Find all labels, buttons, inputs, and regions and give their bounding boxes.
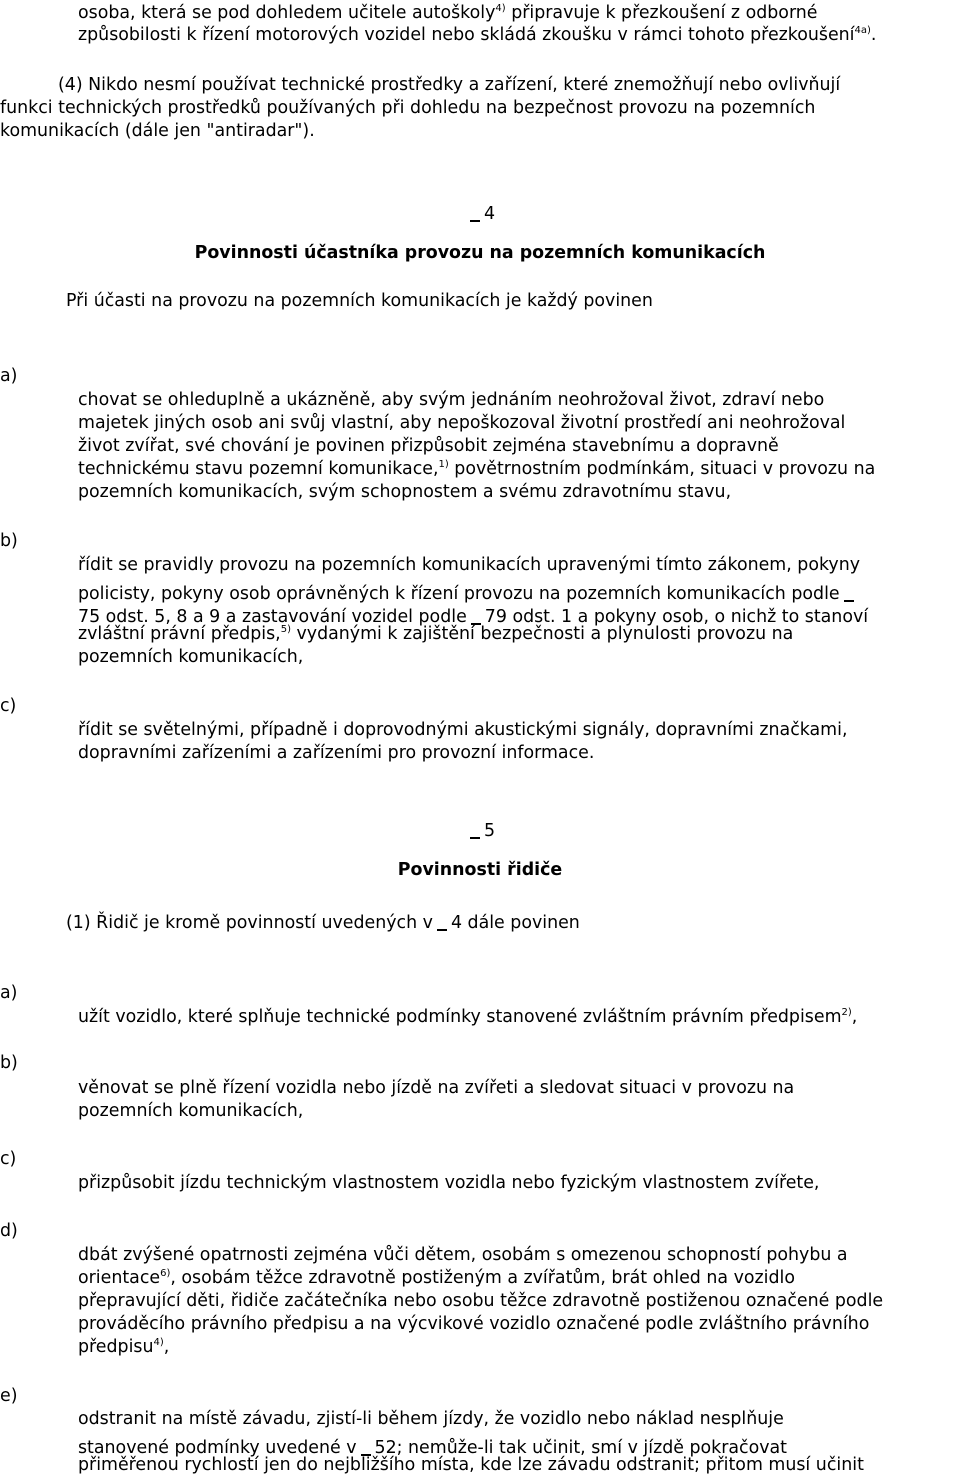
item-4b-line-3: 75 odst. 5, 8 a 9 a zastavování vozidel podle 79 odst. 1 a pokyny osob, o nichž to stanoví: [78, 600, 868, 629]
item-5c-line-1: přizpůsobit jízdu technickým vlastnostem vozidla nebo fyzickým vlastnostem zvířete,: [78, 1173, 820, 1193]
item-5d-line-5: předpisu$^{4)}$,: [78, 1337, 170, 1357]
item-4a-line-5: pozemních komunikacích, svým schopnostem a svému zdravotnímu stavu,: [78, 482, 732, 502]
item-label: b): [0, 531, 18, 551]
item-5d-line-3: přepravující děti, řidiče začátečníka nebo osobu těžce zdravotně postiženou označené podle: [78, 1291, 884, 1311]
paragraph-4-line-2: funkci technických prostředků používaných při dohledu na bezpečnost provozu na pozemních: [0, 98, 816, 118]
item-label: e): [0, 1386, 18, 1406]
section-sign-icon: [844, 580, 854, 602]
item-4b-line-1: řídit se pravidly provozu na pozemních komunikacích upravenými tímto zákonem, pokyny: [78, 555, 861, 575]
item-4a-line-2: majetek jiných osob ani svůj vlastní, aby nepoškozoval životní prostředí ani neohrožoval: [78, 413, 846, 433]
item-4c-line-1: řídit se světelnými, případně i doprovodnými akustickými signály, dopravními značkami,: [78, 720, 848, 740]
item-5b-line-1: věnovat se plně řízení vozidla nebo jízdě na zvířeti a sledovat situaci v provozu na: [78, 1078, 795, 1098]
item-label: a): [0, 983, 18, 1003]
item-4b-line-4: zvláštní právní předpis,$^{5)}$ vydanými k zajištění bezpečnosti a plynulosti provozu na: [78, 624, 794, 644]
item-4c-line-2: dopravními zařízeními a zařízeními pro provozní informace.: [78, 743, 595, 763]
item-label: c): [0, 1149, 17, 1169]
item-4a-line-3: život zvířat, své chování je povinen přizpůsobit zejména stavebnímu a dopravně: [78, 436, 779, 456]
item-5d-line-4: prováděcího právního předpisu a na výcvikové vozidlo označené podle zvláštního právního: [78, 1314, 870, 1334]
intro-line-1: osoba, která se pod dohledem učitele autoškoly$^{4)}$ připravuje k přezkoušení z odborné: [78, 3, 818, 23]
section-sign-icon: [471, 603, 481, 625]
item-label: c): [0, 696, 17, 716]
section-sign-icon: [470, 817, 480, 839]
section-sign-icon: [361, 1434, 371, 1456]
item-label: a): [0, 366, 18, 386]
item-label: d): [0, 1221, 18, 1241]
intro-line-2: způsobilosti k řízení motorových vozidel nebo skládá zkoušku v rámci tohoto přezkoušení$^{4a)}$.: [78, 25, 877, 45]
section-5-number: 5: [466, 814, 495, 843]
item-5a-line-1: užít vozidlo, které splňuje technické podmínky stanovené zvláštním právním předpisem$^{2)}$,: [78, 1007, 858, 1027]
section-4-title: Povinnosti účastníka provozu na pozemních komunikacích: [194, 243, 766, 263]
item-5e-line-1: odstranit na místě závadu, zjistí-li během jízdy, že vozidlo nebo náklad nesplňuje: [78, 1409, 784, 1429]
section-sign-icon: [437, 909, 447, 931]
section-4-number: 4: [466, 197, 495, 226]
paragraph-4-line-3: komunikacích (dále jen "antiradar").: [0, 121, 315, 141]
item-5e-line-3: přiměřenou rychlostí jen do nejbližšího místa, kde lze závadu odstranit; přitom musí učinit: [78, 1455, 864, 1475]
item-4a-line-1: chovat se ohleduplně a ukázněně, aby svým jednáním neohrožoval život, zdraví nebo: [78, 390, 825, 410]
section-sign-icon: [470, 200, 480, 222]
section-5-lead: (1) Řidič je kromě povinností uvedených v 4 dále povinen: [66, 906, 580, 935]
section-5-title: Povinnosti řidiče: [397, 860, 563, 880]
item-5e-line-2: stanovené podmínky uvedené v 52; nemůže-li tak učinit, smí v jízdě pokračovat: [78, 1431, 787, 1460]
paragraph-4-line-1: (4) Nikdo nesmí používat technické prostředky a zařízení, které znemožňují nebo ovlivňují: [58, 75, 841, 95]
item-4b-line-5: pozemních komunikacích,: [78, 647, 304, 667]
item-5b-line-2: pozemních komunikacích,: [78, 1101, 304, 1121]
section-4-lead: Při účasti na provozu na pozemních komunikacích je každý povinen: [66, 291, 653, 311]
item-5d-line-2: orientace$^{6)}$, osobám těžce zdravotně postiženým a zvířatům, brát ohled na vozidlo: [78, 1268, 795, 1288]
item-label: b): [0, 1053, 18, 1073]
item-4b-line-2: policisty, pokyny osob oprávněných k řízení provozu na pozemních komunikacích podle: [78, 577, 858, 606]
item-5d-line-1: dbát zvýšené opatrnosti zejména vůči dětem, osobám s omezenou schopností pohybu a: [78, 1245, 848, 1265]
item-4a-line-4: technickému stavu pozemní komunikace,$^{1)}$ povětrnostním podmínkám, situaci v provozu na: [78, 459, 876, 479]
